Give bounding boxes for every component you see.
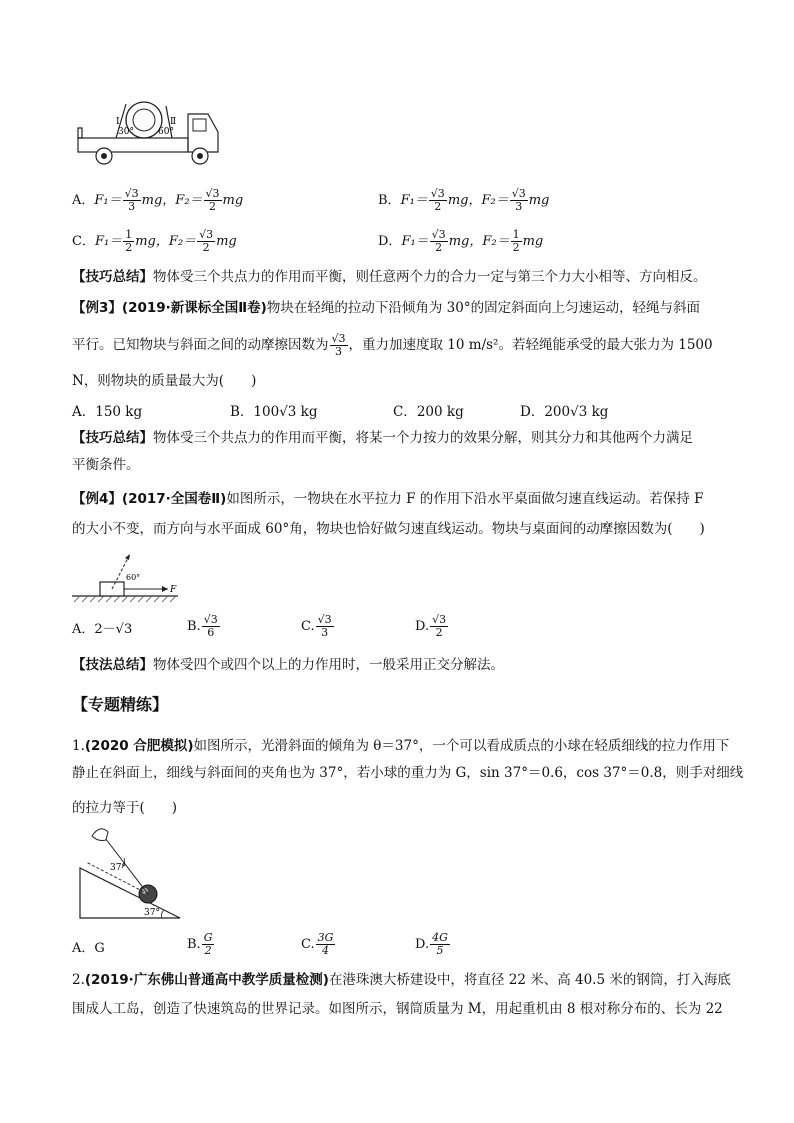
angle-37-lower-label: 37°	[144, 908, 160, 918]
ex3-option-d: D．200√3 kg	[520, 404, 609, 420]
plane-i-label: Ⅰ	[116, 117, 120, 127]
q1-line3: 的拉力等于( )	[72, 800, 178, 816]
ex3-tip-line1: 【技巧总结】物体受三个共点力的作用而平衡，将某一个力按力的效果分解，则其分力和其他两个力满足	[72, 430, 693, 446]
ex4-tip: 【技法总结】物体受四个或四个以上的力作用时，一般采用正交分解法。	[72, 657, 504, 673]
ex3-option-c: C．200 kg	[393, 404, 464, 420]
ex3-line1: 【例3】(2019·新课标全国Ⅱ卷)物块在轻绳的拉动下沿倾角为 30°的固定斜面向上匀速运动，轻绳与斜面	[72, 300, 701, 316]
ex2-tip: 【技巧总结】物体受三个共点力的作用而平衡，则任意两个力的合力一定与第三个力大小相等、方向相反。	[72, 269, 707, 285]
ex4-line2: 的大小不变，而方向与水平面成 60°角，物块也恰好做匀速直线运动。物块与桌面间的动摩擦因数为( )	[72, 521, 705, 537]
truck-figure	[72, 100, 232, 170]
ex2-option-b: B．F₁＝ $\frac{√3}{2}$ mg，F₂＝ $\frac{√3}{3}$ mg	[378, 187, 550, 213]
section-title: 【专题精练】	[72, 695, 169, 714]
ex2-option-a: A．F₁＝ $\frac{√3}{3}$ mg，F₂＝ $\frac{√3}{2}$ mg	[72, 187, 244, 213]
q1-option-d: D. $\frac{4G}{5}$	[415, 931, 448, 957]
ex3-tip-line2: 平衡条件。	[72, 457, 140, 473]
ex3-line2: 平行。已知物块与斜面之间的动摩擦因数为 $\frac{√3}{3}$ ，重力加速度取 10 m/s²。若轻绳能承受的最大张力为 1500	[72, 332, 713, 358]
ex4-option-a: A．2－√3	[72, 622, 133, 637]
q1-option-a: A．G	[72, 941, 105, 956]
force-f-label: F	[170, 585, 177, 595]
angle-37-upper-label: 37°	[110, 863, 126, 873]
q1-option-c: C. $\frac{3G}{4}$	[301, 931, 334, 957]
angle-30-label: 30°	[118, 127, 134, 137]
q1-line1: 1.(2020 合肥模拟)如图所示，光滑斜面的倾角为 θ＝37°，一个可以看成质点的小球在轻质细线的拉力作用下	[72, 738, 730, 754]
ex4-option-d: D. $\frac{√3}{2}$	[415, 613, 447, 639]
plane-ii-label: Ⅱ	[170, 117, 177, 127]
ex2-option-d: D．F₁＝ $\frac{√3}{2}$ mg，F₂＝ $\frac{1}{2}$ mg	[378, 228, 544, 254]
block-figure	[72, 546, 182, 606]
q1-option-b: B. $\frac{G}{2}$	[187, 931, 213, 957]
ex3-line3: N，则物块的质量最大为( )	[72, 373, 257, 389]
ex4-option-c: C. $\frac{√3}{3}$	[301, 613, 332, 639]
angle-60-label: 60°	[126, 573, 141, 582]
ex4-line1: 【例4】(2017·全国卷Ⅱ)如图所示，一物块在水平拉力 F 的作用下沿水平桌面做匀速直线运动。若保持 F	[72, 491, 704, 507]
ex2-option-c: C．F₁＝ $\frac{1}{2}$ mg，F₂＝ $\frac{√3}{2}$ mg	[72, 228, 237, 254]
ex4-option-b: B. $\frac{√3}{6}$	[187, 613, 218, 639]
angle-60-label: 60°	[158, 127, 174, 137]
q1-line2: 静止在斜面上，细线与斜面间的夹角也为 37°，若小球的重力为 G，sin 37°＝0.6，cos 37°＝0.8，则手对细线	[72, 765, 744, 781]
ex3-option-b: B．100√3 kg	[230, 404, 318, 420]
q2-line2: 围成人工岛，创造了快速筑岛的世界记录。如图所示，钢筒质量为 M，用起重机由 8 根对称分布的、长为 22	[72, 1001, 723, 1017]
q2-line1: 2.(2019·广东佛山普通高中教学质量检测)在港珠澳大桥建设中，将直径 22 米、高 40.5 米的钢筒，打入海底	[72, 972, 731, 988]
ex3-option-a: A．150 kg	[72, 404, 143, 420]
incline-figure	[72, 822, 188, 922]
